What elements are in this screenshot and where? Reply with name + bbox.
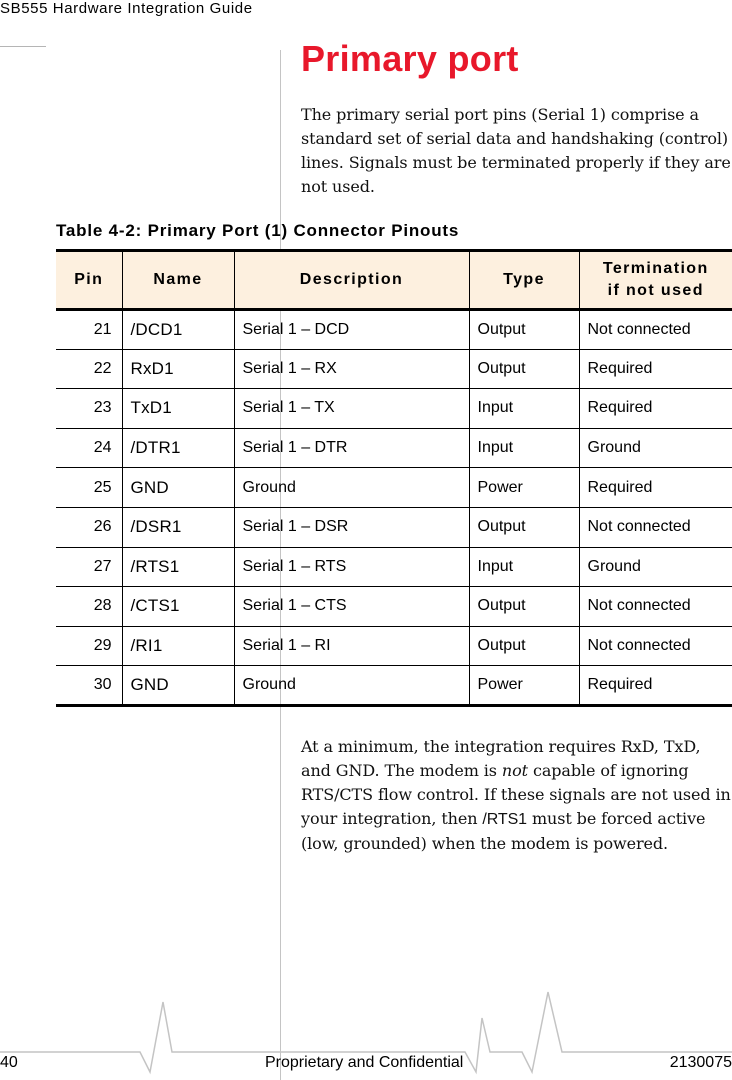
cell-description: Serial 1 – RX: [234, 349, 469, 389]
cell-name: RxD1: [122, 349, 234, 389]
cell-description: Ground: [234, 468, 469, 508]
cell-pin: 30: [56, 666, 122, 706]
cell-name: GND: [122, 666, 234, 706]
cell-description: Serial 1 – DCD: [234, 310, 469, 350]
header-rule: [0, 46, 46, 47]
cell-name: /CTS1: [122, 587, 234, 627]
cell-description: Serial 1 – RI: [234, 626, 469, 666]
cell-termination: Required: [579, 349, 732, 389]
cell-name: /RI1: [122, 626, 234, 666]
footer-page-number: 40: [0, 1054, 18, 1071]
table-row: [56, 468, 732, 508]
cell-pin: 22: [56, 349, 122, 389]
table-row: [56, 507, 732, 547]
cell-termination: Not connected: [579, 310, 732, 350]
cell-pin: 28: [56, 587, 122, 627]
cell-type: Power: [469, 468, 579, 508]
header-pin: Pin: [56, 251, 122, 310]
table-row: [56, 428, 732, 468]
header-termination: [579, 251, 732, 310]
cell-termination: Ground: [579, 428, 732, 468]
outro-text-1: At a minimum, the integration requires RxD, TxD, and GND. The modem is: [301, 737, 701, 780]
cell-pin: 25: [56, 468, 122, 508]
cell-description: Serial 1 – TX: [234, 389, 469, 429]
table-caption: Table 4-2: Primary Port (1) Connector Pinouts: [56, 221, 460, 240]
outro-text-3: must be forced active (low, grounded) when the modem is powered.: [301, 809, 706, 853]
cell-name: TxD1: [122, 389, 234, 429]
cell-pin: 24: [56, 428, 122, 468]
cell-description: Ground: [234, 666, 469, 706]
table-row: [56, 389, 732, 429]
cell-description: Serial 1 – CTS: [234, 587, 469, 627]
table-row: [56, 349, 732, 389]
cell-name: /DCD1: [122, 310, 234, 350]
pinout-table: [56, 249, 732, 707]
header-name: Name: [122, 251, 234, 310]
table-row: [56, 587, 732, 627]
outro-text-2: capable of ignoring RTS/CTS flow control. If these signals are not used in your integration, then: [301, 761, 731, 828]
outro-emphasis: not: [501, 761, 528, 780]
cell-description: Serial 1 – DTR: [234, 428, 469, 468]
cell-pin: 26: [56, 507, 122, 547]
running-header: SB555 Hardware Integration Guide: [0, 0, 253, 17]
cell-type: Input: [469, 428, 579, 468]
table-row: [56, 666, 732, 706]
cell-termination: Required: [579, 666, 732, 706]
cell-pin: 23: [56, 389, 122, 429]
table-row: [56, 310, 732, 350]
footer-confidential: Proprietary and Confidential: [265, 1054, 464, 1071]
cell-type: Output: [469, 507, 579, 547]
cell-termination: Required: [579, 389, 732, 429]
cell-name: /DTR1: [122, 428, 234, 468]
cell-termination: Not connected: [579, 587, 732, 627]
cell-name: /DSR1: [122, 507, 234, 547]
table-header-row: [56, 251, 732, 310]
header-type: Type: [469, 251, 579, 310]
table-row: [56, 626, 732, 666]
cell-type: Output: [469, 310, 579, 350]
outro-paragraph: [301, 735, 732, 856]
cell-name: /RTS1: [122, 547, 234, 587]
footer-doc-number: 2130075: [669, 1054, 732, 1071]
cell-pin: 29: [56, 626, 122, 666]
cell-type: Output: [469, 626, 579, 666]
header-description: Description: [234, 251, 469, 310]
cell-type: Input: [469, 547, 579, 587]
cell-type: Output: [469, 349, 579, 389]
section-title: Primary port: [301, 38, 519, 79]
cell-termination: Not connected: [579, 507, 732, 547]
cell-pin: 21: [56, 310, 122, 350]
cell-termination: Not connected: [579, 626, 732, 666]
cell-description: Serial 1 – DSR: [234, 507, 469, 547]
cell-type: Power: [469, 666, 579, 706]
running-footer: [0, 1050, 732, 1076]
outro-signal-name: /RTS1: [482, 811, 527, 828]
table-row: [56, 547, 732, 587]
cell-type: Output: [469, 587, 579, 627]
cell-termination: Ground: [579, 547, 732, 587]
intro-paragraph: The primary serial port pins (Serial 1) comprise a standard set of serial data and handshaking (control) lines. Signals must be terminated properly if they are not used.: [301, 105, 731, 196]
header-termination-line2: if not used: [607, 282, 704, 299]
header-termination-line1: Termination: [602, 260, 709, 277]
cell-description: Serial 1 – RTS: [234, 547, 469, 587]
cell-name: GND: [122, 468, 234, 508]
cell-termination: Required: [579, 468, 732, 508]
cell-type: Input: [469, 389, 579, 429]
cell-pin: 27: [56, 547, 122, 587]
